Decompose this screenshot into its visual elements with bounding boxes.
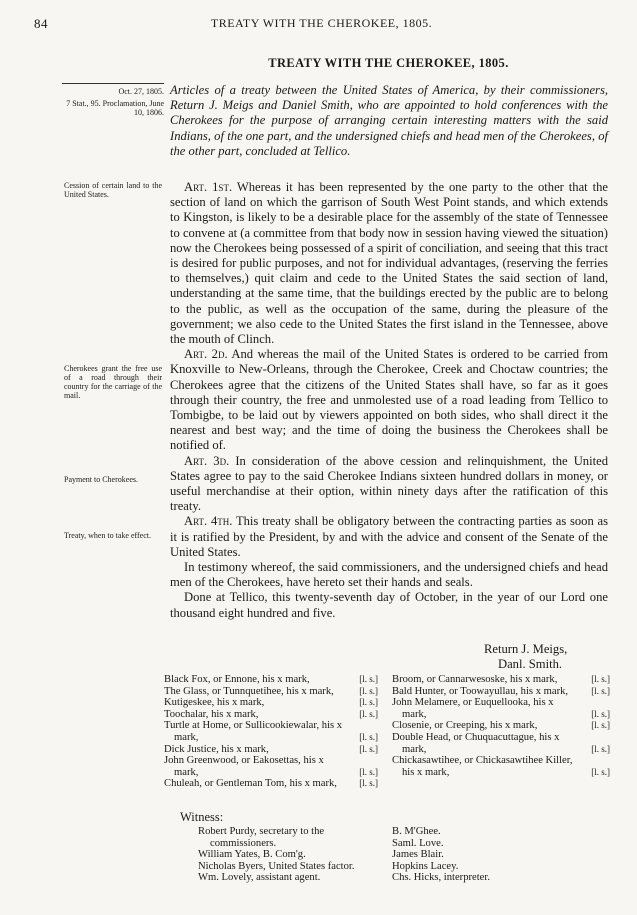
signatory-name: Broom, or Cannarwesoske, his x mark, — [392, 674, 558, 685]
margin-note-art2: Cherokees grant the free use of a road through their country for the carriage of the mail. — [64, 364, 162, 400]
signatory — [392, 720, 610, 732]
signatory-name: Double Head, or Chuquacuttague, his x mark, — [392, 731, 560, 755]
seal-mark: [l. s.] — [591, 743, 610, 754]
running-header — [34, 16, 609, 34]
signatory-name: Dick Justice, his x mark, — [164, 743, 269, 755]
article-text: This treaty shall be obligatory between the contracting parties as soon as it is ratified by the President, by and with the advice and consent of the Senate of the United States. — [170, 514, 609, 559]
running-title: TREATY WITH THE CHEROKEE, 1805. — [210, 16, 433, 30]
article-label: Art. 4th. — [184, 514, 233, 529]
signatory — [164, 720, 378, 743]
article-label: Art. 2d. — [184, 347, 228, 362]
article-text: And whereas the mail of the United States is ordered to be carried from Knoxville to New-Orleans, through the Cherokee, Creek and Choctaw countries; the Cherokees agree that the citizens of the United States shall have, so far as it goes through their country, the free and unmolested use of a road leading from Tellico to Tombigbe, to be laid out by viewers appointed on both sides, who shall direct it the nearest and best way; and the time of doing the business the Cherokees shall be notified of. — [170, 347, 608, 453]
margin-note-art3: Payment to Cherokees. — [64, 475, 138, 484]
signatory — [164, 778, 378, 790]
signatory — [392, 732, 610, 755]
witnesses-left-column — [198, 826, 388, 884]
seal-mark: [l. s.] — [359, 697, 378, 708]
commissioner-signature-1: Return J. Meigs, — [484, 642, 568, 656]
signatory-name: Toochalar, his x mark, — [164, 708, 259, 720]
margin-note-art1: Cession of certain land to the United States. — [64, 181, 162, 199]
signatory-name: Closenie, or Creeping, his x mark, — [392, 720, 538, 732]
commissioner-signature-2: Danl. Smith. — [498, 657, 563, 671]
seal-mark: [l. s.] — [359, 766, 378, 777]
article-4 — [170, 514, 608, 560]
treaty-title: TREATY WITH THE CHEROKEE, 1805. — [268, 56, 509, 70]
testimony: In testimony whereof, the said commissioners, and the undersigned chiefs and head men of the Cherokees, have hereto set their hands and seals. — [170, 560, 608, 590]
witness: Chs. Hicks, interpreter. — [392, 872, 490, 884]
seal-mark: [l. s.] — [591, 720, 610, 731]
article-text: Whereas it has been represented by the one party to the other that the section of land on which the garrison of South West Point stands, and which extends to Kingston, is likely to be a desirable place for the assembly of the state of Tennessee to convene at (a committee from that body now in session having viewed the situation) now the Cherokees being possessed of a spirit of conciliation, and seeing that this tract is desired for public purposes, and not for individual advantages, (reserving the ferries to themselves,) quit claim and cede to the United States the said section of land, understanding at the same time, that the buildings erected by the public are to belong to the public, as well as the occupation of the same, during the pleasure of the government; we also cede to the United States the first island in the Tennessee, above the mouth of Clinch. — [170, 180, 608, 347]
witness: Robert Purdy, secretary to the commissioners. — [198, 826, 325, 849]
margin-note-citation: 7 Stat., 95. Proclamation, June 10, 1806. — [66, 99, 164, 117]
signatory — [164, 674, 378, 686]
witness: Wm. Lovely, assistant agent. — [198, 872, 321, 884]
signatory — [392, 697, 610, 720]
seal-mark: [l. s.] — [359, 731, 378, 742]
article-text: In consideration of the above cession and relinquishment, the United States agree to pay to the said Cherokee Indians sixteen hundred dollars in money, or useful merchandise at their option, within ninety days after the ratification of this treaty. — [170, 453, 608, 514]
margin-note-date — [62, 83, 164, 96]
signatory-name: Turtle at Home, or Sullicookiewalar, his x mark, — [164, 720, 343, 743]
done-at: Done at Tellico, this twenty-seventh day of October, in the year of our Lord one thousand eight hundred and five. — [170, 590, 608, 620]
signatory-name: Chuleah, or Gentleman Tom, his x mark, — [164, 778, 337, 790]
seal-mark: [l. s.] — [591, 766, 610, 777]
witness: Hopkins Lacey. — [392, 860, 459, 872]
article-label: Art. 3d. — [184, 453, 230, 468]
article-2 — [170, 347, 608, 453]
witness-label: Witness: — [180, 810, 224, 824]
signatory — [392, 674, 610, 686]
witness: B. M'Ghee. — [392, 826, 441, 837]
preamble: Articles of a treaty between the United States of America, by their commissioners, Return J. Meigs and Daniel Smith, who are appointed to hold conferences with the Cherokees for the purpose of arranging certain interesting matters with the said Indians, of the one part, and the undersigned chiefs and head men of the Cherokees, of the other part, concluded at Tellico. — [170, 83, 608, 158]
page-number: 84 — [34, 16, 48, 31]
article-label: Art. 1st. — [184, 180, 233, 194]
seal-mark: [l. s.] — [591, 674, 610, 684]
signatory-name: The Glass, or Tunnquetihee, his x mark, — [164, 685, 334, 697]
signatories-left-column — [164, 674, 378, 790]
signatory-name: Kutigeskee, his x mark, — [164, 697, 265, 709]
witness: Saml. Love. — [392, 837, 444, 849]
signatory-name: John Greenwood, or Eakosettas, his x mark, — [164, 755, 324, 778]
signatory — [164, 686, 378, 698]
seal-mark: [l. s.] — [591, 708, 610, 719]
signatory — [164, 755, 378, 778]
article-3 — [170, 454, 608, 515]
seal-mark: [l. s.] — [359, 778, 378, 789]
witness: William Yates, B. Com'g. — [198, 849, 306, 861]
signatory — [164, 744, 378, 756]
witness: James Blair. — [392, 849, 444, 861]
signatory — [164, 697, 378, 709]
seal-mark: [l. s.] — [591, 685, 610, 696]
articles-body — [170, 180, 608, 621]
margin-date: Oct. 27, 1805. — [118, 87, 164, 96]
margin-rule — [62, 83, 164, 84]
signatory-name: Chickasawtihee, or Chickasawtihee Killer, his x mark, — [392, 755, 573, 778]
seal-mark: [l. s.] — [359, 708, 378, 719]
witness: Nicholas Byers, United States factor. — [198, 860, 355, 872]
signatory-name: Bald Hunter, or Toowayullau, his x mark, — [392, 685, 569, 697]
signatory — [164, 709, 378, 721]
seal-mark: [l. s.] — [359, 743, 378, 754]
signatory — [392, 755, 610, 778]
signatory-name: Black Fox, or Ennone, his x mark, — [164, 674, 310, 685]
signatory-name: John Melamere, or Euquellooka, his x mark, — [392, 697, 554, 720]
signatory — [392, 686, 610, 698]
article-1 — [170, 180, 608, 347]
seal-mark: [l. s.] — [359, 685, 378, 696]
witnesses-right-column — [392, 826, 572, 884]
seal-mark: [l. s.] — [359, 674, 378, 684]
signatories-right-column — [392, 674, 610, 778]
margin-note-art4: Treaty, when to take effect. — [64, 531, 152, 540]
